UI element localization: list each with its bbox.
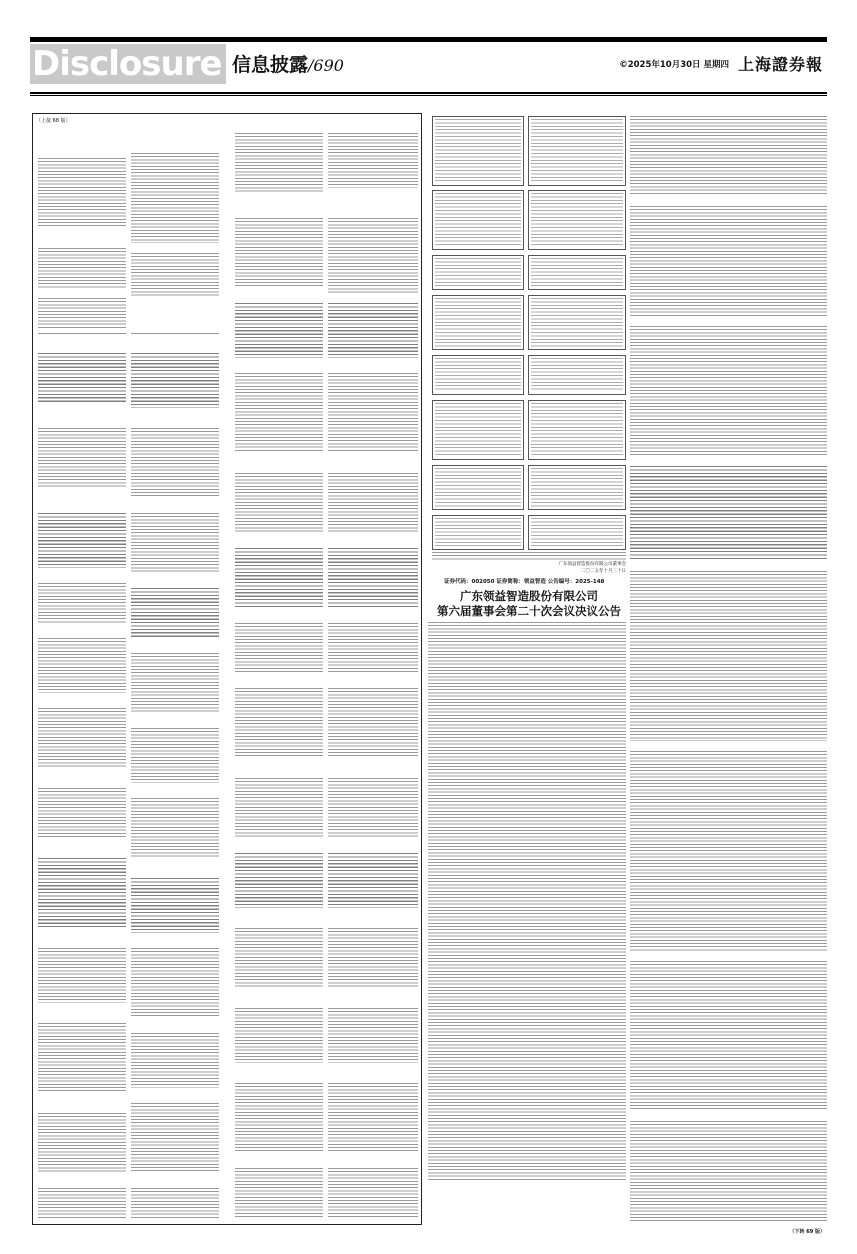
text-block <box>235 373 323 453</box>
text-block <box>630 466 827 561</box>
data-table <box>528 116 626 186</box>
text-block <box>38 708 126 768</box>
text-block <box>630 206 827 316</box>
signoff-date: 二〇二五年十月三十日 <box>581 569 626 574</box>
data-table <box>432 295 524 350</box>
issue-date: ©2025年10月30日 星期四 <box>619 60 729 70</box>
text-block <box>38 948 126 1003</box>
text-block <box>235 623 323 673</box>
right-text-column <box>630 116 827 1228</box>
text-block <box>235 1008 323 1063</box>
text-block <box>131 653 219 713</box>
text-block <box>328 928 418 988</box>
announcement-title: 第六届董事会第二十次会议决议公告 <box>437 604 621 618</box>
data-table <box>528 355 626 395</box>
section-title-text: 信息披露 <box>232 54 309 76</box>
text-block <box>131 1188 219 1218</box>
text-block <box>131 798 219 858</box>
text-block <box>630 751 827 951</box>
text-block <box>235 133 323 193</box>
page-number: /690 <box>308 56 344 75</box>
text-block <box>38 513 126 568</box>
text-block <box>235 853 323 908</box>
data-table <box>528 295 626 350</box>
text-block <box>131 513 219 573</box>
text-block <box>630 961 827 1111</box>
text-block <box>38 583 126 623</box>
text-block <box>630 116 827 196</box>
text-block <box>328 373 418 453</box>
signoff-company: 广东领益智造股份有限公司董事会 <box>558 562 626 567</box>
text-block <box>38 1188 126 1218</box>
text-block <box>235 778 323 838</box>
text-block <box>235 928 323 988</box>
continuation-label: （上接 68 版） <box>36 118 71 124</box>
text-block <box>328 133 418 188</box>
text-block <box>630 571 827 741</box>
divider <box>38 333 126 334</box>
text-block <box>235 218 323 288</box>
text-block <box>38 158 126 228</box>
section-title <box>232 50 344 77</box>
text-block <box>131 1033 219 1088</box>
text-block <box>235 1083 323 1153</box>
text-block <box>131 948 219 1018</box>
text-block <box>131 588 219 638</box>
data-table <box>528 255 626 290</box>
text-block <box>38 248 126 288</box>
text-block <box>235 473 323 533</box>
announcement-body <box>428 622 626 1182</box>
text-block <box>131 253 219 298</box>
masthead <box>30 44 827 86</box>
text-block <box>432 552 626 560</box>
header-rule <box>30 92 827 94</box>
data-table <box>528 190 626 250</box>
text-block <box>235 688 323 758</box>
paper-name: 上海證券報 <box>737 55 823 74</box>
data-table <box>432 400 524 460</box>
text-block <box>235 548 323 608</box>
data-table <box>432 190 524 250</box>
data-table <box>432 355 524 395</box>
text-block <box>328 853 418 908</box>
text-block <box>235 303 323 358</box>
text-block <box>131 428 219 498</box>
announcement-company: 广东领益智造股份有限公司 <box>460 589 598 603</box>
text-block <box>131 878 219 933</box>
text-block <box>38 638 126 693</box>
text-block <box>38 1023 126 1093</box>
data-table <box>432 515 524 550</box>
text-block <box>131 353 219 408</box>
text-block <box>38 1113 126 1173</box>
header-rule-thin <box>30 95 827 96</box>
data-table <box>432 465 524 510</box>
text-block <box>38 428 126 488</box>
top-rule <box>30 37 827 42</box>
text-block <box>235 1168 323 1218</box>
text-block <box>328 303 418 358</box>
text-block <box>38 298 126 328</box>
data-table <box>432 116 524 186</box>
text-block <box>328 623 418 673</box>
text-block <box>328 548 418 608</box>
text-block <box>328 1083 418 1153</box>
continued-label: （下转 69 版） <box>789 1229 825 1235</box>
text-block <box>131 1103 219 1173</box>
text-block <box>38 353 126 403</box>
data-table <box>528 465 626 510</box>
brand-logo: Disclosure <box>30 44 226 84</box>
text-block <box>630 326 827 456</box>
text-block <box>328 473 418 533</box>
text-block <box>328 218 418 293</box>
text-block <box>38 858 126 928</box>
divider <box>131 333 219 334</box>
text-block <box>131 728 219 783</box>
text-block <box>328 1168 418 1218</box>
text-block <box>38 788 126 838</box>
data-table <box>432 255 524 290</box>
text-block <box>328 778 418 838</box>
text-block <box>328 1008 418 1063</box>
data-table <box>528 515 626 550</box>
text-block <box>131 153 219 243</box>
text-block <box>328 688 418 758</box>
announcement-code-line: 证券代码：002050 证券简称：领益智造 公告编号：2025-148 <box>444 579 605 585</box>
text-block <box>630 1121 827 1221</box>
data-table <box>528 400 626 460</box>
